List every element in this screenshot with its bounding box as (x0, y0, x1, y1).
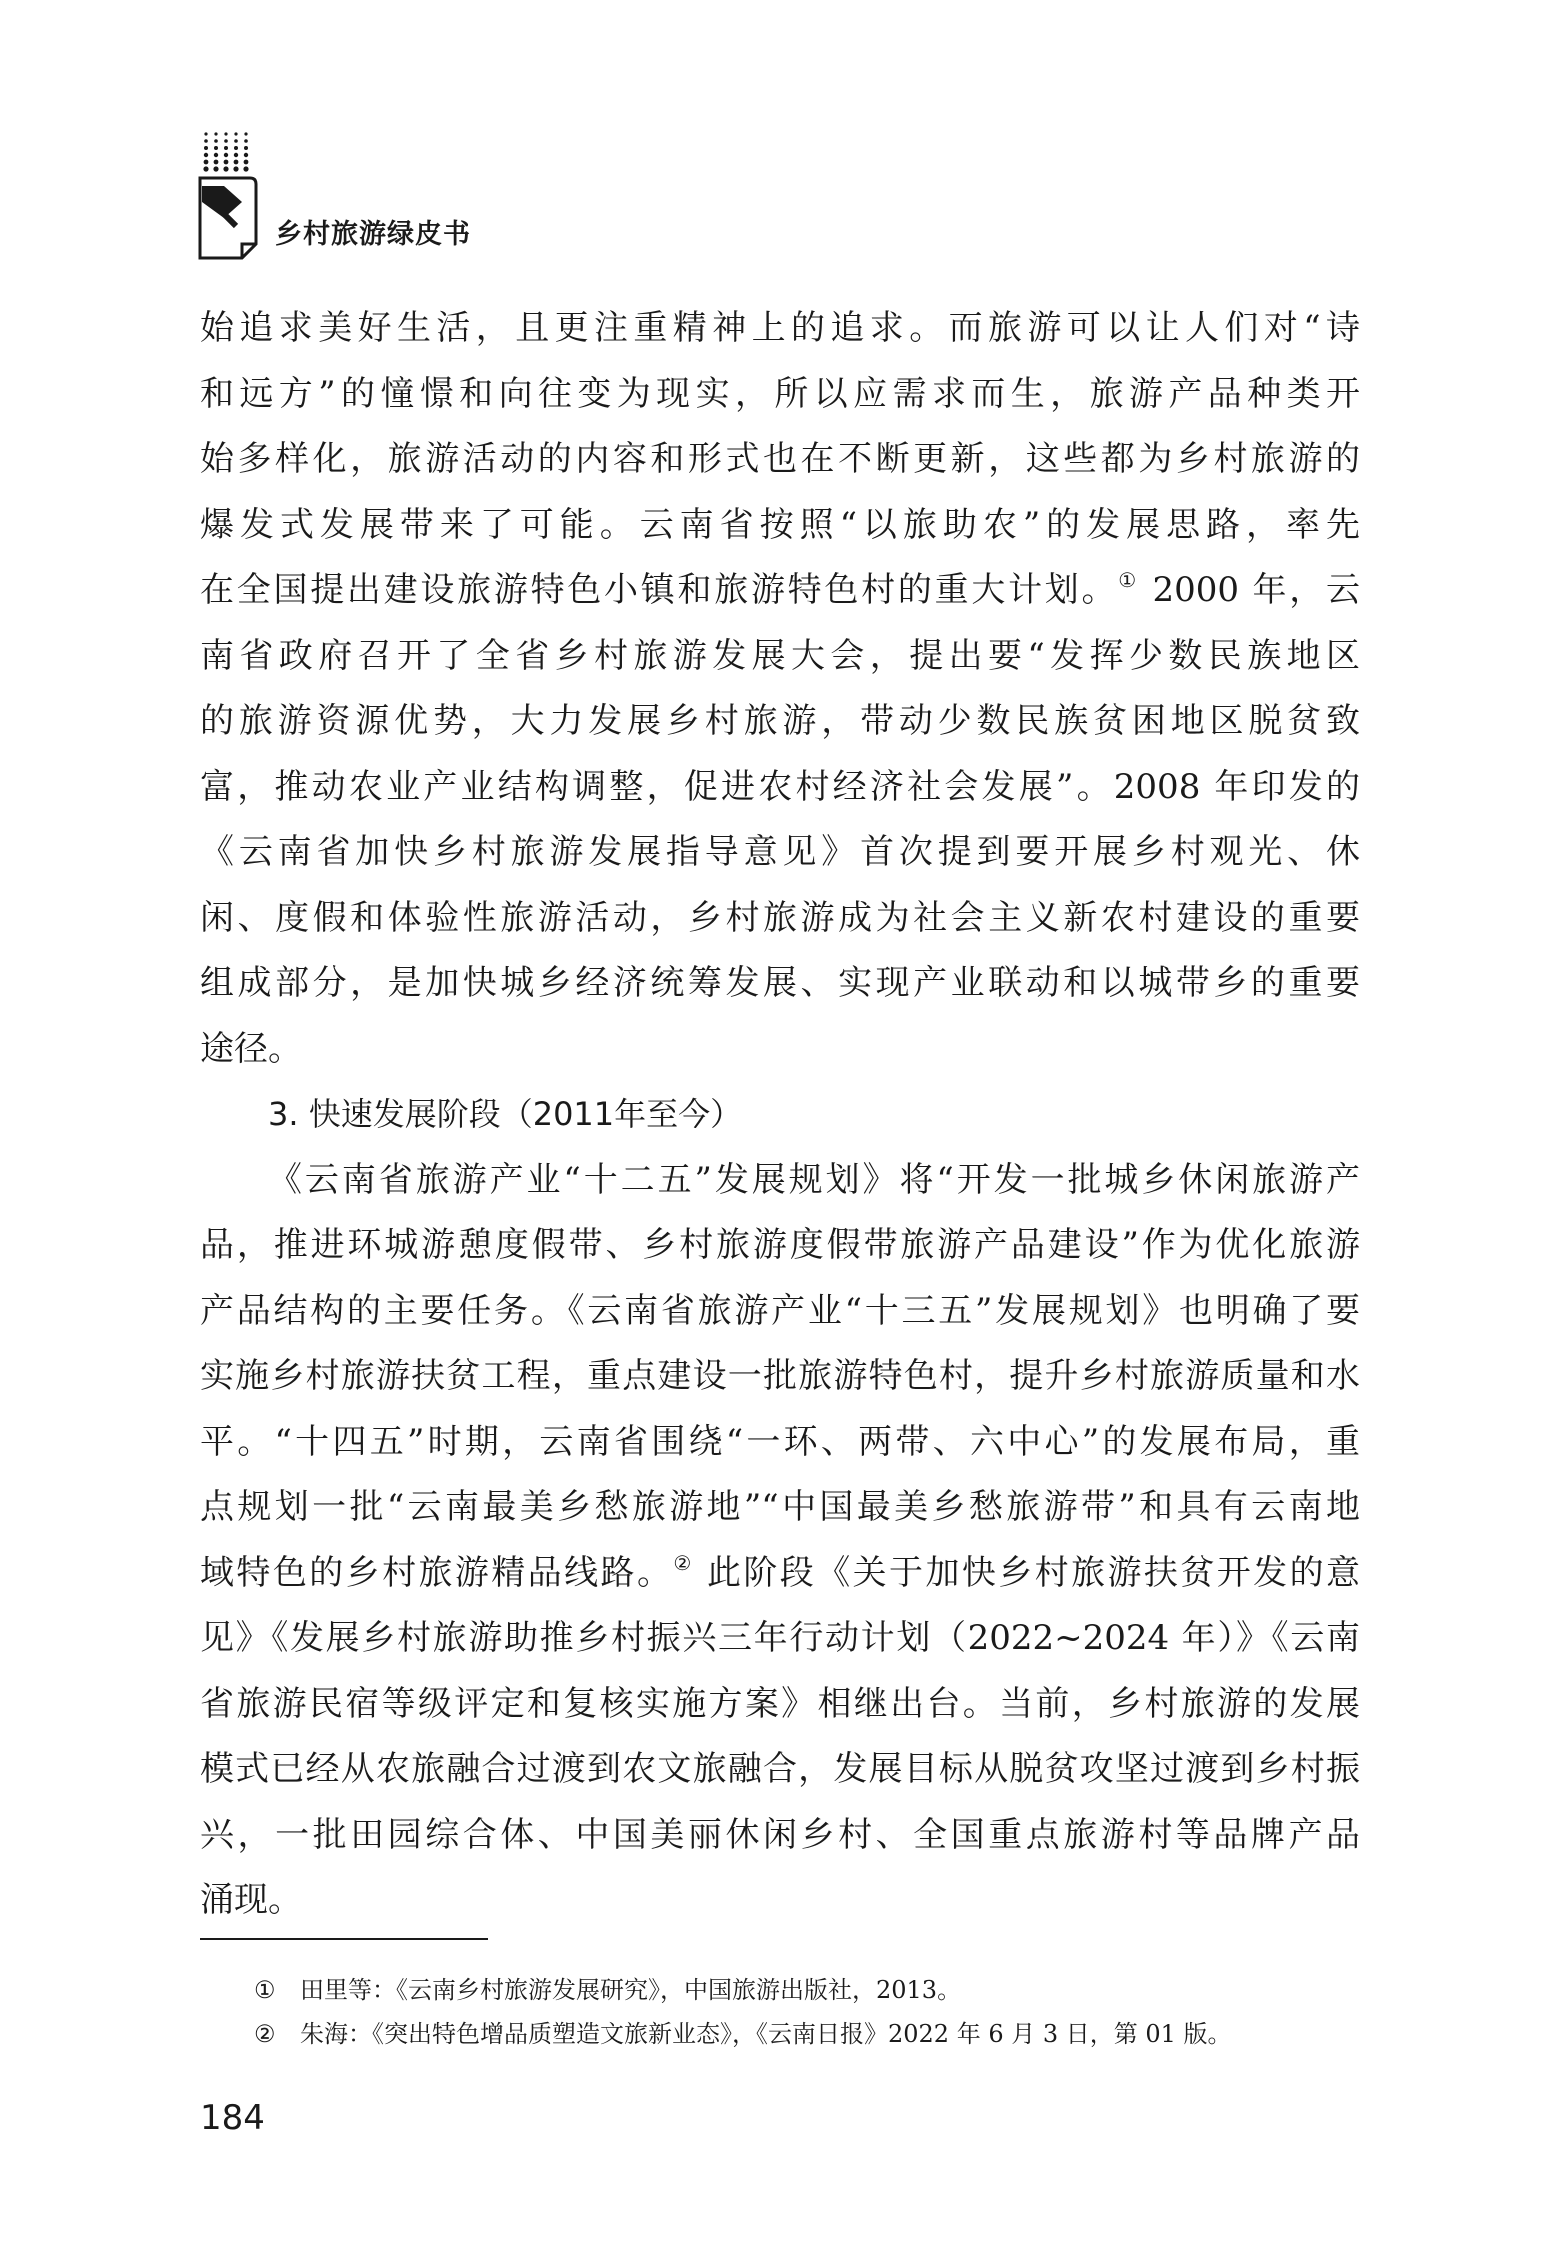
text-line: 平。“十四五”时期，云南省围绕“一环、两带、六中心”的发展布局，重 (200, 1421, 1360, 1462)
section-heading: 3. 快速发展阶段（2011年至今） (268, 1095, 743, 1133)
text-segment: 域特色的乡村旅游精品线路。 (200, 1552, 674, 1593)
page-number: 184 (200, 2098, 265, 2138)
text-line: 途径。 (200, 1028, 302, 1069)
text-line: 《云南省加快乡村旅游发展指导意见》首次提到要开展乡村观光、休 (200, 832, 1360, 872)
footnote-mark: ① (254, 1976, 276, 2004)
text-line: 模式已经从农旅融合过渡到农文旅融合，发展目标从脱贫攻坚过渡到乡村振 (200, 1749, 1360, 1789)
footnote-divider (200, 1938, 488, 1940)
footnote-item (254, 2012, 1354, 2056)
text-line: 富，推动农业产业结构调整，促进农村经济社会发展”。2008 年印发的 (200, 766, 1360, 807)
text-line: 见》《发展乡村旅游助推乡村振兴三年行动计划（2022~2024 年）》《云南 (200, 1618, 1360, 1658)
text-line: 和远方”的憧憬和向往变为现实，所以应需求而生，旅游产品种类开 (200, 373, 1360, 414)
text-line (200, 1541, 1360, 1607)
text-line: 南省政府召开了全省乡村旅游发展大会，提出要“发挥少数民族地区 (200, 635, 1360, 676)
text-segment: 2000 年，云 (1138, 570, 1361, 610)
book-title: 乡村旅游绿皮书 (275, 219, 471, 250)
text-segment: 此阶段《关于加快乡村旅游扶贫开发的意 (693, 1552, 1360, 1593)
text-line: 兴，一批田园综合体、中国美丽休闲乡村、全国重点旅游村等品牌产品 (200, 1814, 1360, 1855)
footnote-ref: ① (1118, 568, 1139, 592)
text-line: 始多样化，旅游活动的内容和形式也在不断更新，这些都为乡村旅游的 (200, 439, 1360, 479)
footnote-text: 田里等：《云南乡村旅游发展研究》，中国旅游出版社，2013。 (300, 1976, 962, 2004)
text-line: 点规划一批“云南最美乡愁旅游地”“中国最美乡愁旅游带”和具有云南地 (200, 1487, 1360, 1527)
text-line: 实施乡村旅游扶贫工程，重点建设一批旅游特色村，提升乡村旅游质量和水 (200, 1356, 1360, 1396)
footnote-ref: ② (673, 1550, 694, 1575)
footnotes (254, 1968, 1354, 2056)
footnote-mark: ② (254, 2020, 276, 2048)
text-line: 省旅游民宿等级评定和复核实施方案》相继出台。当前，乡村旅游的发展 (200, 1683, 1360, 1724)
footnote-item (254, 1968, 1354, 2012)
footnote-text: 朱海：《突出特色增品质塑造文旅新业态》，《云南日报》2022 年 6 月 3 日，第 01 版。 (300, 2020, 1232, 2048)
text-line: 组成部分，是加快城乡经济统筹发展、实现产业联动和以城带乡的重要 (200, 963, 1360, 1003)
text-line: 《云南省旅游产业“十二五”发展规划》将“开发一批城乡休闲旅游产 (268, 1159, 1360, 1200)
main-text (200, 296, 1360, 1934)
book-corner-logo-icon (198, 130, 260, 260)
text-line (200, 558, 1360, 624)
text-line: 始追求美好生活，且更注重精神上的追求。而旅游可以让人们对“诗 (200, 308, 1360, 348)
text-line: 涌现。 (200, 1880, 302, 1920)
text-line: 品，推进环城游憩度假带、乡村旅游度假带旅游产品建设”作为优化旅游 (200, 1225, 1360, 1265)
text-segment: 在全国提出建设旅游特色小镇和旅游特色村的重大计划。 (200, 570, 1119, 610)
text-line: 爆发式发展带来了可能。云南省按照“以旅助农”的发展思路，率先 (200, 504, 1360, 545)
text-line: 产品结构的主要任务。《云南省旅游产业“十三五”发展规划》也明确了要 (200, 1290, 1360, 1331)
text-line: 闲、度假和体验性旅游活动，乡村旅游成为社会主义新农村建设的重要 (200, 897, 1360, 938)
text-line: 的旅游资源优势，大力发展乡村旅游，带动少数民族贫困地区脱贫致 (200, 701, 1360, 741)
